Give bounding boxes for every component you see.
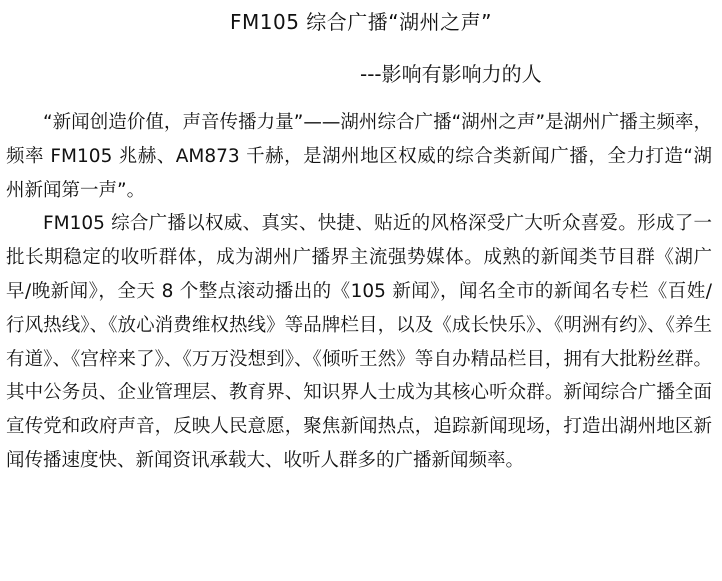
document-body: [6, 106, 712, 478]
document-title: FM105 综合广播“湖州之声”: [229, 10, 492, 34]
document-subtitle: ---影响有影响力的人: [360, 62, 542, 86]
paragraph-details: FM105 综合广播以权威、真实、快捷、贴近的风格深受广大听众喜爱。形成了一批长期稳定的收听群体，成为湖州广播界主流强势媒体。成熟的新闻类节目群《湖广早/晚新闻》，全天 8 个整点滚动播出的《105 新闻》，闻名全市的新闻名专栏《百姓/行风热线》、《放心消费维权热线》等品牌栏目，以及《成长快乐》、《明洲有约》、《养生有道》、《宫梓来了》、《万万没想到》、《倾听王然》等自办精品栏目，拥有大批粉丝群。其中公务员、企业管理层、教育界、知识界人士成为其核心听众群。新闻综合广播全面宣传党和政府声音，反映人民意愿，聚焦新闻热点，追踪新闻现场，打造出湖州地区新闻传播速度快、新闻资讯承载大、收听人群多的广播新闻频率。: [6, 213, 712, 471]
paragraph-intro: “新闻创造价值，声音传播力量”——湖州综合广播“湖州之声”是湖州广播主频率，频率 FM105 兆赫、AM873 千赫，是湖州地区权威的综合类新闻广播，全力打造“湖州新闻第一声”。: [6, 112, 712, 201]
